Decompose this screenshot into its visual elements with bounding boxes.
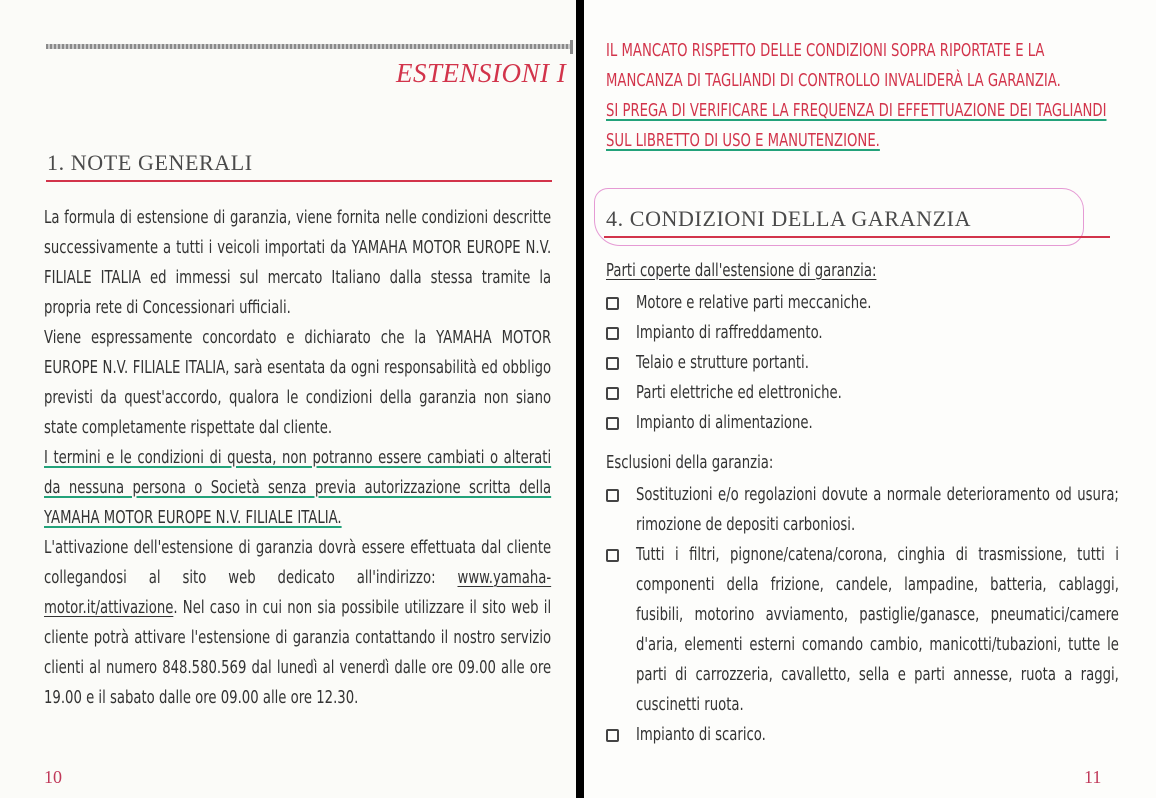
paragraph-4-rest: . Nel caso in cui non sia possibile utilizzare il sito web il cliente potrà attivare l'estensione di garanzia contattando il nostro servizio clienti al numero 848.580.569 dal lunedì al venerdì dalle ore 09.00 alle ore 19.00 e il sabato dalle ore 09.00 alle ore 12.30. xyxy=(44,597,552,708)
checkbox-icon xyxy=(606,729,619,742)
list-item xyxy=(606,408,1156,438)
list-item-label: Impianto di scarico. xyxy=(636,724,766,745)
paragraph-4-intro: L'attivazione dell'estensione di garanzia dovrà essere effettuata dal cliente collegandosi al sito web dedicato all'indirizzo: xyxy=(44,537,552,588)
warning-block xyxy=(606,36,1113,156)
list-item-label: Sostituzioni e/o regolazioni dovute a normale deterioramento od usura; rimozione de depositi carboniosi. xyxy=(636,484,1119,535)
checkbox-icon xyxy=(606,417,619,430)
covered-parts-list xyxy=(606,288,1156,438)
checkbox-icon xyxy=(606,327,619,340)
exclusions-heading: Esclusioni della garanzia: xyxy=(606,452,774,473)
warning-check-frequency: SI PREGA DI VERIFICARE LA FREQUENZA DI EFFETTUAZIONE DEI TAGLIANDI SUL LIBRETTO DI USO E MANUTENZIONE. xyxy=(606,100,1107,151)
right-page xyxy=(584,0,1156,798)
list-item-label: Tutti i filtri, pignone/catena/corona, cinghia di trasmissione, tutti i componenti della frizione, candele, lampadine, batteria, cablaggi, fusibili, motorino avviamento, pastiglie/ganasce, pneumatici/camere d'aria, elementi esterni comando cambio, manicotti/tubazioni, tutte le parti di carrozzeria, cavalletto, sella e parti annesse, ruota a raggi, cuscinetti ruota. xyxy=(636,544,1119,715)
checkbox-icon xyxy=(606,297,619,310)
page-number-right: 11 xyxy=(1084,767,1102,787)
list-item xyxy=(606,288,1156,318)
list-item xyxy=(606,378,1156,408)
warning-invalidation: IL MANCATO RISPETTO DELLE CONDIZIONI SOPRA RIPORTATE E LA MANCANZA DI TAGLIANDI DI CONTROLLO INVALIDERÀ LA GARANZIA. xyxy=(606,40,1061,91)
list-item-label: Telaio e strutture portanti. xyxy=(636,352,809,373)
paragraph-1: La formula di estensione di garanzia, viene fornita nelle condizioni descritte successivamente a tutti i veicoli importati da YAMAHA MOTOR EUROPE N.V. FILIALE ITALIA ed immessi sul mercato Italiano dalla stessa tramite la propria rete di Concessionari ufficiali. xyxy=(44,207,552,318)
book-spine-divider xyxy=(576,0,584,798)
top-dotted-rule xyxy=(46,44,572,49)
exclusions-list xyxy=(606,480,1156,750)
list-item-label: Impianto di raffreddamento. xyxy=(636,322,823,343)
checkbox-icon xyxy=(606,357,619,370)
section-red-rule xyxy=(46,180,552,182)
left-page xyxy=(0,0,576,798)
list-item xyxy=(606,720,1156,750)
section-heading-note-generali: 1. NOTE GENERALI xyxy=(47,150,253,175)
list-item xyxy=(606,348,1156,378)
chapter-title: ESTENSIONI I xyxy=(396,58,567,88)
page-number-left: 10 xyxy=(44,767,62,787)
checkbox-icon xyxy=(606,549,619,562)
paragraph-2: Viene espressamente concordato e dichiarato che la YAMAHA MOTOR EUROPE N.V. FILIALE ITALIA, sarà esentata da ogni responsabilità ed obbligo previsti da quest'accordo, qualora le condizioni della garanzia non siano state completamente rispettate dal cliente. xyxy=(44,327,552,438)
covered-parts-heading: Parti coperte dall'estensione di garanzia: xyxy=(606,260,877,281)
paragraph-3-highlighted: I termini e le condizioni di questa, non potranno essere cambiati o alterati da nessuna persona o Società senza previa autorizzazione scritta della YAMAHA MOTOR EUROPE N.V. FILIALE ITALIA. xyxy=(44,447,552,528)
activation-url-link[interactable]: www.yamaha-motor.it/attivazione xyxy=(44,567,552,618)
checkbox-icon xyxy=(606,387,619,400)
section-heading-condizioni: 4. CONDIZIONI DELLA GARANZIA xyxy=(606,206,972,231)
top-rule-end-mark xyxy=(570,40,573,54)
list-item-label: Impianto di alimentazione. xyxy=(636,412,813,433)
list-item-label: Parti elettriche ed elettroniche. xyxy=(636,382,842,403)
list-item xyxy=(606,540,1156,720)
left-body-text xyxy=(44,203,551,713)
list-item-label: Motore e relative parti meccaniche. xyxy=(636,292,872,313)
list-item xyxy=(606,318,1156,348)
section-red-rule-right xyxy=(604,236,1110,238)
list-item xyxy=(606,480,1156,540)
checkbox-icon xyxy=(606,489,619,502)
